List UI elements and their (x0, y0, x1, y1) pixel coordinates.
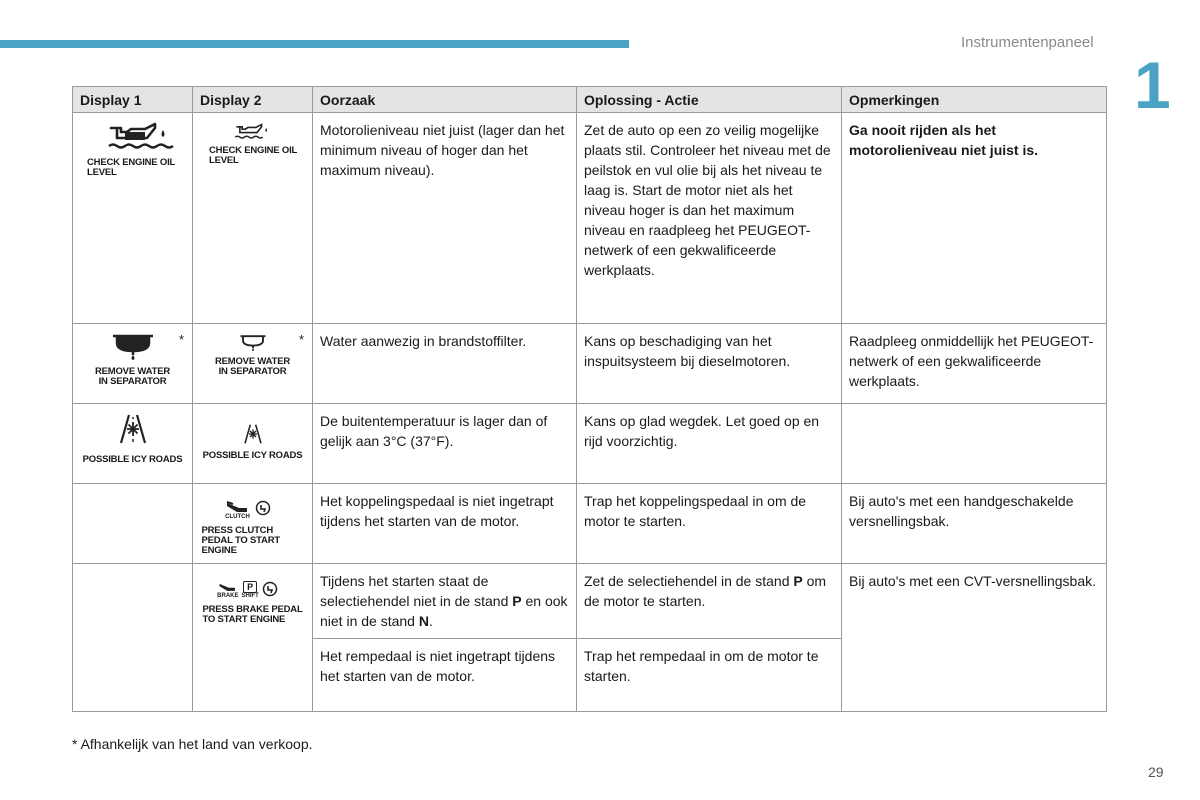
display1-cell (73, 113, 193, 324)
oil-level-icon (105, 122, 175, 152)
header-display2: Display 2 (193, 87, 313, 113)
action-cell: Kans op glad wegdek. Let goed op en rijd voorzichtig. (577, 404, 842, 484)
display2-cell (193, 564, 313, 712)
cause-text: . (428, 613, 433, 629)
cause-cell: Het koppelingspedaal is niet ingetrapt tijdens het starten van de motor. (313, 484, 577, 564)
action-cell (577, 564, 842, 639)
action-cell: Kans op beschadiging van het inspuitsysteem bij dieselmotoren. (577, 324, 842, 404)
water-in-fuel-icon (109, 333, 157, 361)
header-cause: Oorzaak (313, 87, 577, 113)
remark-cell: Bij auto's met een CVT-versnellingsbak. (842, 564, 1107, 712)
remark-text: Ga nooit rijden als het motorolieniveau niet juist is. (849, 122, 1039, 158)
table-header-row (73, 87, 1107, 113)
icy-road-icon (243, 423, 263, 445)
asterisk: * (178, 332, 184, 347)
start-button-icon (262, 581, 278, 597)
display1-caption: POSSIBLE ICY ROADS (82, 454, 183, 465)
cause-cell: Het rempedaal is niet ingetrapt tijdens het starten van de motor. (313, 639, 577, 712)
display2-cell (193, 484, 313, 564)
cause-cell: De buitentemperatuur is lager dan of gelijk aan 3°C (37°F). (313, 404, 577, 484)
display1-cell (73, 324, 193, 404)
brake-pedal-icon (218, 581, 238, 593)
table-row (73, 324, 1107, 404)
action-cell: Zet de auto op een zo veilig mogelijke plaats stil. Controleer het niveau met de peilstok en vul olie bij als het niveau te laag is. Start de motor niet als het niveau hoger is dan het maximum niveau en raadpleeg het PEUGEOT-netwerk of een gekwalificeerde werkplaats. (577, 113, 842, 324)
remark-cell: Raadpleeg onmiddellijk het PEUGEOT-netwerk of een gekwalificeerde werkplaats. (842, 324, 1107, 404)
cause-text: en ook niet in de stand (320, 593, 568, 629)
cause-bold-n: N (418, 613, 429, 629)
clutch-pedal-icon (225, 500, 251, 514)
footnote: * Afhankelijk van het land van verkoop. (72, 736, 313, 752)
header-remarks: Opmerkingen (842, 87, 1107, 113)
display2-caption: REMOVE WATER IN SEPARATOR (214, 356, 290, 377)
brake-label: BRAKE (217, 593, 239, 599)
header-action: Oplossing - Actie (577, 87, 842, 113)
display1-cell (73, 564, 193, 712)
page-number: 29 (1148, 764, 1164, 780)
section-title: Instrumentenpaneel (961, 34, 1094, 51)
table-row (73, 484, 1107, 564)
cause-cell (313, 564, 577, 639)
chapter-number: 1 (1134, 48, 1171, 122)
display1-caption: REMOVE WATER IN SEPARATOR (94, 366, 170, 387)
display2-caption: POSSIBLE ICY ROADS (202, 450, 303, 461)
remark-cell (842, 404, 1107, 484)
display2-cell (193, 404, 313, 484)
display1-cell (73, 404, 193, 484)
remark-cell (842, 113, 1107, 324)
water-in-fuel-icon (238, 333, 268, 353)
table-row (73, 564, 1107, 639)
clutch-label: CLUTCH (225, 514, 250, 520)
start-button-icon (255, 500, 271, 516)
display2-cell (193, 324, 313, 404)
icy-road-icon (118, 413, 148, 445)
display2-cell (193, 113, 313, 324)
remark-cell: Bij auto's met een handgeschakelde versnellingsbak. (842, 484, 1107, 564)
action-bold-p: P (793, 573, 803, 589)
header-display1: Display 1 (73, 87, 193, 113)
action-text: om de motor te starten. (584, 573, 827, 609)
action-text: Zet de selectiehendel in de stand (584, 573, 794, 589)
cause-text: Tijdens het starten staat de selectiehendel niet in de stand (320, 573, 513, 609)
action-cell: Trap het koppelingspedaal in om de motor te starten. (577, 484, 842, 564)
cause-cell: Water aanwezig in brandstoffilter. (313, 324, 577, 404)
action-cell: Trap het rempedaal in om de motor te starten. (577, 639, 842, 712)
display2-caption: CHECK ENGINE OIL LEVEL (209, 145, 297, 166)
display2-caption: PRESS CLUTCH PEDAL TO START ENGINE (201, 525, 280, 556)
top-accent-bar (0, 40, 629, 48)
oil-level-icon (233, 122, 273, 142)
cause-cell: Motorolieniveau niet juist (lager dan het minimum niveau of hoger dan het maximum niveau). (313, 113, 577, 324)
cause-bold-p: P (512, 593, 522, 609)
park-p-icon: P (243, 581, 257, 593)
table-row (73, 113, 1107, 324)
display2-caption: PRESS BRAKE PEDAL TO START ENGINE (202, 604, 303, 625)
asterisk: * (298, 332, 304, 347)
shift-label: SHIFT (241, 593, 259, 599)
display1-cell (73, 484, 193, 564)
warning-table (72, 86, 1107, 712)
display1-caption: CHECK ENGINE OIL LEVEL (87, 157, 175, 178)
table-row (73, 404, 1107, 484)
